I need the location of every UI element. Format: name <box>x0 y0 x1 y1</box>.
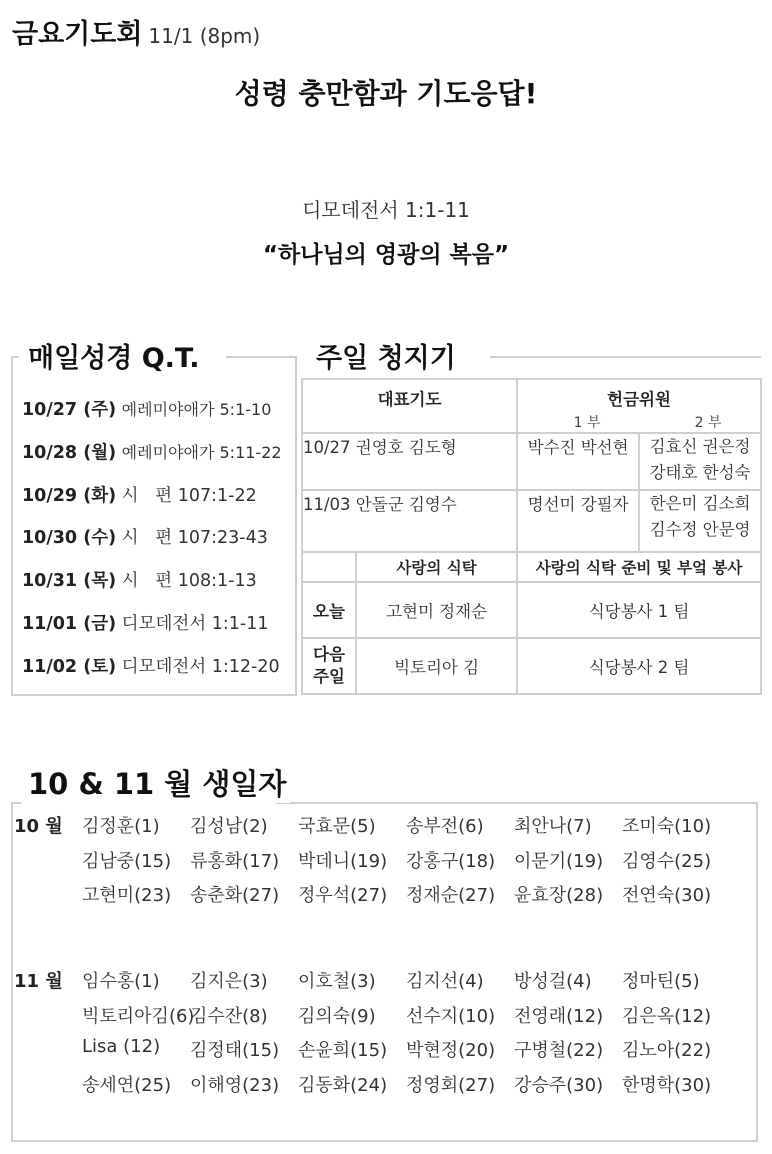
birthday-entry: 류홍화(17) <box>190 850 280 872</box>
qt-row <box>22 653 280 678</box>
qt-date: 10/29 (화) <box>22 485 117 506</box>
qt-title: 매일성경 Q.T. <box>24 336 204 375</box>
birthday-entry: 선수지(10) <box>406 1005 496 1027</box>
divider <box>490 356 761 358</box>
header-part2: 2 부 <box>694 415 722 431</box>
qt-date: 11/02 (토) <box>22 656 117 677</box>
prayer-cell: 11/03 안돌군 김영수 <box>302 490 517 552</box>
birthday-entry: 정영회(27) <box>406 1074 496 1096</box>
sunday-stewards-title: 주일 청지기 <box>310 336 462 375</box>
birthday-entry: 송세연(25) <box>82 1074 172 1096</box>
page-title: 금요기도회 <box>12 19 143 50</box>
header-prayer-cell <box>302 379 517 433</box>
theme-heading: 성령 충만함과 기도응답! <box>234 77 538 110</box>
birthday-entry: 이호철(3) <box>298 971 376 992</box>
birthday-entry: 김남중(15) <box>82 850 172 872</box>
table-row <box>302 582 761 638</box>
divider <box>11 356 19 358</box>
birthday-title: 10 & 11 월 생일자 <box>24 762 290 803</box>
birthday-entry: 윤효장(28) <box>514 885 604 906</box>
header-offering-cell <box>517 379 761 433</box>
birthday-entry: 김지은(3) <box>190 971 268 992</box>
birthday-entry: 김정훈(1) <box>82 816 160 837</box>
birthday-entry: 김수잔(8) <box>190 1005 268 1027</box>
sunday-stewards-table <box>301 378 762 695</box>
part1-cell: 명선미 강필자 <box>517 490 639 552</box>
birthday-entry: 김동화(24) <box>298 1074 388 1096</box>
qt-passage: 예레미야애가 5:11-22 <box>121 442 282 462</box>
birthday-entry: 손윤희(15) <box>298 1040 388 1061</box>
qt-passage: 예레미야애가 5:1-10 <box>121 400 272 419</box>
birthday-entry: 최안나(7) <box>514 816 592 837</box>
qt-date: 10/30 (수) <box>22 528 117 549</box>
birthday-entry: 국효문(5) <box>298 816 376 837</box>
qt-passage: 시 편 107:23-43 <box>121 528 268 549</box>
birthday-entry: 김지선(4) <box>406 971 484 992</box>
next-names: 빅토리아 김 <box>356 638 517 694</box>
table-row <box>302 490 761 552</box>
table-row <box>302 638 761 694</box>
birthday-entry: 박현정(20) <box>406 1040 496 1061</box>
part1-cell: 박수진 박선현 <box>517 433 639 490</box>
birthday-entry: 방성걸(4) <box>514 971 592 992</box>
qt-row <box>22 396 271 421</box>
part2-cell: 한은미 김소희 김수정 안문영 <box>639 490 761 552</box>
header-love-table: 사랑의 식탁 <box>356 552 517 582</box>
qt-date: 10/27 (주) <box>22 400 117 420</box>
birthday-entry: 임수홍(1) <box>82 971 160 992</box>
birthday-entry: 강홍구(18) <box>406 850 496 872</box>
header-part1: 1 부 <box>573 415 601 431</box>
birthday-entry: Lisa (12) <box>82 1036 161 1057</box>
qt-date: 10/31 (목) <box>22 571 117 592</box>
birthday-entry: 한명학(30) <box>622 1074 712 1096</box>
qt-passage: 디모데전서 1:12-20 <box>121 656 280 677</box>
birthday-entry: 이문기(19) <box>514 850 604 872</box>
birthday-month-label: 10 월 <box>14 816 63 837</box>
next-team: 식당봉사 2 팀 <box>517 638 761 694</box>
sermon-title: “하나님의 영광의 복음” <box>262 242 510 268</box>
qt-row <box>22 439 282 464</box>
birthday-entry: 김영수(25) <box>622 850 712 872</box>
birthday-entry: 이해영(23) <box>190 1074 280 1096</box>
qt-date: 10/28 (월) <box>22 442 117 463</box>
birthday-entry: 빅토리아김(6) <box>82 1005 195 1027</box>
divider <box>226 356 297 358</box>
birthday-entry: 김정태(15) <box>190 1040 280 1061</box>
qt-passage: 시 편 107:1-22 <box>121 485 257 506</box>
divider <box>276 802 758 804</box>
birthday-entry: 전연숙(30) <box>622 885 712 906</box>
header-offering: 헌금위원 <box>607 390 671 409</box>
bulletin-header <box>12 12 260 51</box>
birthday-month-label: 11 월 <box>14 971 63 992</box>
divider <box>11 802 21 804</box>
part2-cell: 김효신 권은정 강태호 한성숙 <box>639 433 761 490</box>
qt-passage: 디모데전서 1:1-11 <box>121 614 269 634</box>
today-team: 식당봉사 1 팀 <box>517 582 761 638</box>
today-label: 오늘 <box>302 582 356 638</box>
prayer-cell: 10/27 권영호 김도형 <box>302 433 517 490</box>
birthday-entry: 김은옥(12) <box>622 1005 712 1027</box>
today-names: 고현미 정재순 <box>356 582 517 638</box>
sermon-reference: 디모데전서 1:1-11 <box>302 198 470 222</box>
qt-row <box>22 482 257 507</box>
birthday-entry: 조미숙(10) <box>622 816 712 837</box>
birthday-entry: 구병철(22) <box>514 1040 604 1061</box>
birthday-entry: 김의숙(9) <box>298 1005 376 1027</box>
qt-passage: 시 편 108:1-13 <box>121 571 257 592</box>
birthday-entry: 송춘화(27) <box>190 885 280 906</box>
birthday-entry: 전영래(12) <box>514 1005 604 1027</box>
birthday-entry: 박데니(19) <box>298 850 388 872</box>
birthday-entry: 김노아(22) <box>622 1040 712 1061</box>
birthday-entry: 정재순(27) <box>406 885 496 906</box>
header-kitchen-service: 사랑의 식탁 준비 및 부엌 봉사 <box>517 552 761 582</box>
qt-date: 11/01 (금) <box>22 614 117 634</box>
header-prayer: 대표기도 <box>377 390 442 409</box>
birthday-entry: 정마틴(5) <box>622 971 700 992</box>
table-row <box>302 433 761 490</box>
birthday-entry: 강승주(30) <box>514 1074 604 1096</box>
birthday-entry: 정우석(27) <box>298 885 388 906</box>
next-label: 다음 주일 <box>302 638 356 694</box>
birthday-entry: 김성남(2) <box>190 816 268 837</box>
birthday-entry: 고현미(23) <box>82 885 172 906</box>
meeting-date: 11/1 (8pm) <box>148 24 261 48</box>
qt-row <box>22 610 269 635</box>
qt-row <box>22 567 257 592</box>
qt-row <box>22 524 268 549</box>
blank-cell <box>302 552 356 582</box>
birthday-entry: 송부전(6) <box>406 816 484 837</box>
